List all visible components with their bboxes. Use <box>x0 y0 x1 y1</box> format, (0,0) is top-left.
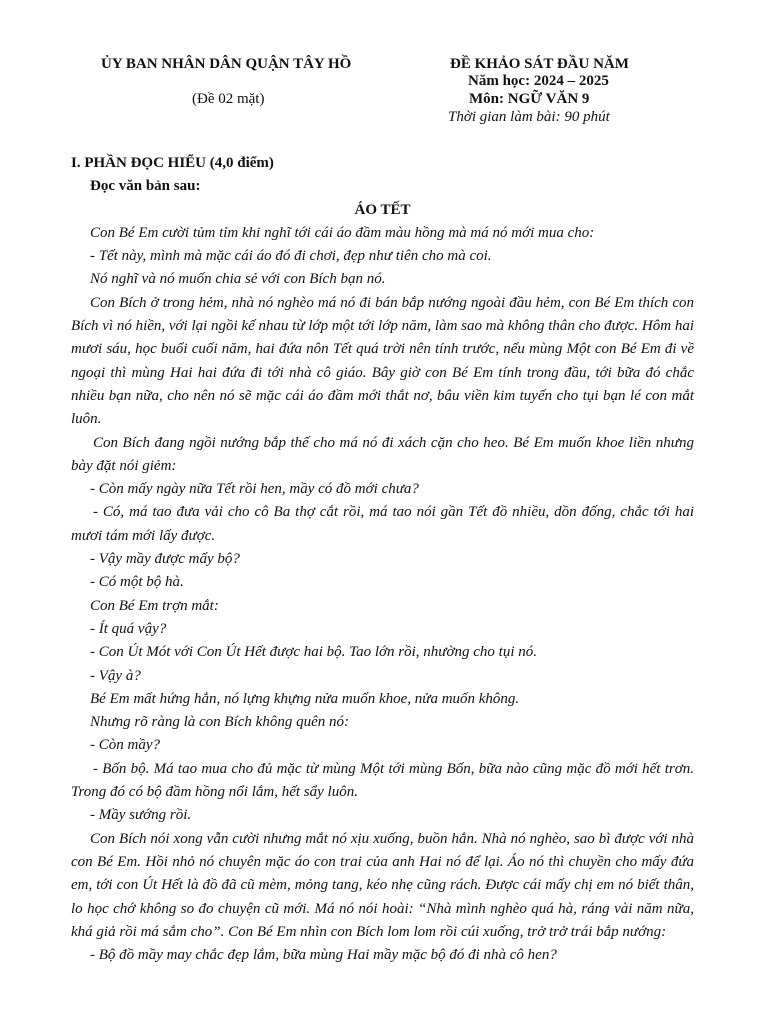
story-paragraph: Con Bích ở trong hẻm, nhà nó nghèo má nó đi bán bắp nướng ngoài đầu hẻm, con Bé Em thích con Bích vì nó hiền, với lại ngồi kế nhau từ lớp một tới lớp năm, làm sao mà không thân cho được. Hôm hai mươi sáu, học buổi cuối năm, hai đứa nôn Tết quá trời nên tính trước, nếu mùng Một con Bé Em đi về ngoại thì mùng Hai hai đứa đi tới nhà cô giáo. Bây giờ con Bé Em tính trong đầu, tới bữa đó chắc nhiều bạn nữa, cho nên nó sẽ mặc cái áo đầm mới thắt nơ, bâu viền kim tuyến cho tụi bạn lé con mắt luôn. <box>71 294 694 428</box>
story-paragraph: - Ít quá vậy? <box>90 620 167 637</box>
story-paragraph: - Có, má tao đưa vải cho cô Ba thợ cắt rồi, má tao nói gần Tết đồ nhiều, dồn đống, chắc tới hai mươi tám mới lấy được. <box>71 504 694 544</box>
page-count-note: (Đề 02 mặt) <box>192 91 265 107</box>
school-year: Năm học: 2024 – 2025 <box>468 73 609 89</box>
story-paragraph: Nhưng rõ ràng là con Bích không quên nó: <box>90 714 349 731</box>
story-paragraph: - Con Út Mót với Con Út Hết được hai bộ. Tao lớn rồi, nhường cho tụi nó. <box>90 644 537 661</box>
story-paragraph: - Còn mầy? <box>90 737 160 754</box>
exam-duration: Thời gian làm bài: 90 phút <box>448 109 610 125</box>
story-paragraph: - Vậy mầy được mấy bộ? <box>90 551 240 568</box>
story-paragraph: Con Bích đang ngồi nướng bắp thế cho má nó đi xách cặn cho heo. Bé Em muốn khoe liền nhưng bày đặt nói giẻm: <box>71 434 694 474</box>
section-heading: I. PHẦN ĐỌC HIỂU (4,0 điểm) <box>71 155 274 171</box>
exam-title: ĐỀ KHẢO SÁT ĐẦU NĂM <box>450 56 629 72</box>
story-paragraph: - Còn mấy ngày nữa Tết rồi hen, mầy có đồ mới chưa? <box>90 481 419 498</box>
story-paragraph: - Bốn bộ. Má tao mua cho đủ mặc từ mùng Một tới mùng Bốn, bữa nào cũng mặc đồ mới hết trơn. Trong đó có bộ đầm hồng nổi lắm, hết sẩy luôn. <box>71 760 694 801</box>
story-paragraph: Con Bích nói xong vẫn cười nhưng mắt nó xịu xuống, buồn hẳn. Nhà nó nghèo, sao bì được với nhà con Bé Em. Hồi nhỏ nó chuyên mặc áo con trai của anh Hai nó để lại. Áo nó thì chuyền cho mấy đứa em, tới con Út Hết là đồ đã cũ mèm, mỏng tang, kéo nhẹ cũng rách. Được cái mấy chị em nó biết thân, lo học chớ không so đo chuyện cũ mới. Má nó nói hoài: “Nhà mình nghèo quá hà, ráng vài năm nữa, khá giả rồi má sắm cho”. Con Bé Em nhìn con Bích lom lom rồi cúi xuống, trở trở trái bắp nướng: <box>71 830 694 940</box>
story-paragraph: - Mầy sướng rồi. <box>90 807 192 824</box>
story-paragraph: Con Bé Em cười tủm tỉm khi nghĩ tới cái áo đầm màu hồng mà má nó mới mua cho: <box>90 224 595 241</box>
exam-subject: Môn: NGỮ VĂN 9 <box>469 91 590 107</box>
story-paragraph: Bé Em mất hứng hẳn, nó lựng khựng nửa muốn khoe, nửa muốn không. <box>90 690 520 707</box>
exam-content <box>71 152 694 967</box>
authority-name: ỦY BAN NHÂN DÂN QUẬN TÂY HỒ <box>101 56 352 72</box>
story-title: ÁO TẾT <box>354 201 411 218</box>
reading-instruction: Đọc văn bản sau: <box>90 178 201 195</box>
story-paragraph: Nó nghĩ và nó muốn chia sẻ với con Bích bạn nó. <box>90 271 386 288</box>
story-paragraph: - Vậy à? <box>90 667 141 684</box>
story-paragraph: - Có một bộ hà. <box>90 574 184 591</box>
story-paragraph: - Bộ đồ mầy may chắc đẹp lắm, bữa mùng Hai mầy mặc bộ đó đi nhà cô hen? <box>90 947 557 964</box>
story-paragraph: Con Bé Em trợn mắt: <box>90 597 219 614</box>
story-paragraph: - Tết này, mình mà mặc cái áo đó đi chơi, đẹp như tiên cho mà coi. <box>90 248 492 265</box>
